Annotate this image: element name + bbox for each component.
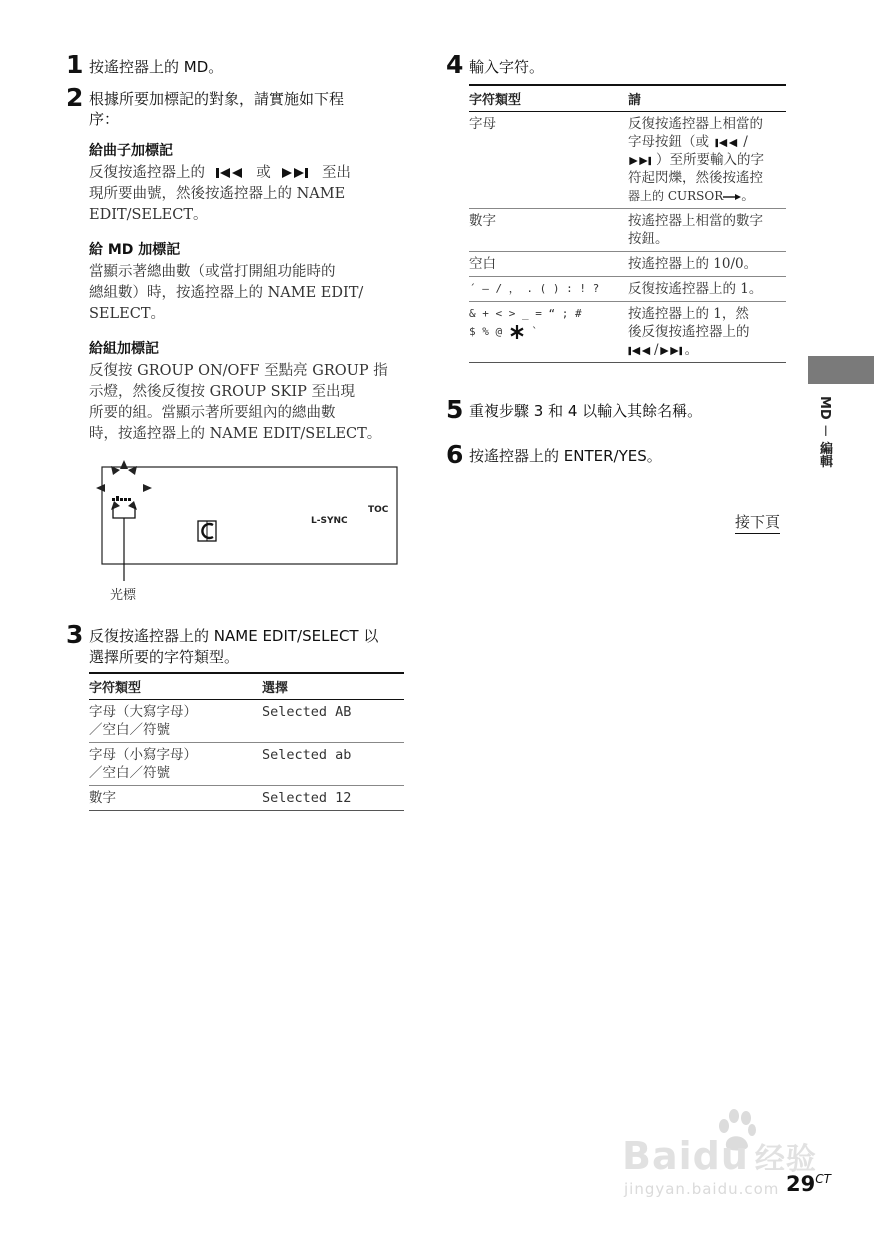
table3-header-select: 選擇 [262,673,404,700]
cursor-callout-label: 光標 [110,588,137,603]
table4-cell-action: 反復按遙控器上相當的 字母按鈕（或 / ）至所要輸入的字 符起閃爍，然後按遙控 器上的 CURSOR 。 [628,116,764,204]
table3-cell-type-cont: ／空白／符號 [89,765,170,781]
table4-cell-action: 按遙控器上的 10/0。 [628,252,786,277]
prev-track-icon [628,346,654,356]
group-section-title: 給組加標記 [89,341,159,357]
group-section-line4: 時，按遙控器上的 NAME EDIT/SELECT。 [89,426,382,442]
group-section-line1: 反復按 GROUP ON/OFF 至點亮 GROUP 指 [89,363,388,379]
next-track-icon [628,156,654,166]
md-section-line1: 當顯示著總曲數（或當打開組功能時的 [89,264,336,280]
step-5-text: 重複步驟 3 和 4 以輸入其餘名稱。 [469,402,703,420]
step-3-text-line1: 反復按遙控器上的 NAME EDIT/SELECT 以 [89,627,379,645]
table4-cell-action: 按遙控器上的 1，然 後反復按遙控器上的 / 。 [628,302,786,363]
group-section-line3: 所要的組。當顯示著所要組內的總曲數 [89,405,336,421]
md-section-title: 給 MD 加標記 [89,242,181,258]
md-section-line3: SELECT。 [89,306,165,322]
track-section-title: 給曲子加標記 [89,143,173,159]
step-1-number: 1 [66,50,84,79]
table4-cell-type: 空白 [469,252,628,277]
table-row [469,277,786,302]
table3-cell-type: 字母（小寫字母） [89,747,197,763]
group-section-line2: 示燈，然後反復按 GROUP SKIP 至出現 [89,384,355,400]
table3-cell-select: Selected AB [262,700,404,743]
step-4-text: 輸入字符。 [469,58,545,76]
watermark-brand: Baidu 经验 [622,1134,817,1178]
asterisk-icon [509,324,525,340]
step-2-number: 2 [66,83,84,112]
side-tab-bar [808,356,874,384]
lsync-indicator: L-SYNC [311,516,348,526]
table-row [469,302,786,363]
track-section-line3: EDIT/SELECT。 [89,207,208,223]
step-4-number: 4 [446,50,464,79]
track-section-line1: 反復按遙控器上的 或 至出 [89,165,351,181]
next-track-icon [281,167,311,179]
display-illustration [92,455,402,615]
table-row [469,112,786,209]
step-5-number: 5 [446,395,464,424]
step-6-text: 按遙控器上的 ENTER/YES。 [469,447,662,465]
continued-next-page[interactable]: 接下頁 [735,511,780,534]
table3-cell-type-cont: ／空白／符號 [89,722,170,738]
toc-indicator: TOC [368,505,389,515]
prev-track-icon [715,138,741,148]
side-tab-label: MD － 編輯 [817,396,832,468]
table-row [469,252,786,277]
prev-track-icon [216,167,246,179]
table4-header-type: 字符類型 [469,85,628,112]
step-3-number: 3 [66,620,84,649]
table4-cell-action: 按遙控器上相當的數字 按鈕。 [628,209,786,252]
page-number: $29^{CT}$ [786,1172,831,1196]
step-6-number: 6 [446,440,464,469]
table4-cell-action: 反復按遙控器上的 1。 [628,277,786,302]
table4-cell-type: & + < > _ = “ ; # $ % @ ` [469,302,628,363]
char-type-select-table [89,672,404,811]
table3-cell-type: 字母（大寫字母） [89,704,197,720]
table-row [89,743,404,786]
table3-cell-select: Selected ab [262,743,404,786]
step-2-text-line2: 序： [89,110,120,128]
track-section-line2: 現所要曲號，然後按遙控器上的 NAME [89,186,346,202]
table-row [89,700,404,743]
table4-cell-type: 字母 [469,116,496,132]
table4-cell-type: 數字 [469,209,628,252]
table3-cell-select: Selected 12 [262,786,404,811]
md-section-line2: 總組數）時，按遙控器上的 NAME EDIT/ [89,285,364,301]
display-panel-drawing [92,455,402,615]
char-input-table [469,84,786,363]
step-1-text: 按遙控器上的 MD。 [89,58,224,76]
table-row [89,786,404,811]
arrow-right-icon [723,193,741,201]
step-3-text-line2: 選擇所要的字符類型。 [89,648,240,666]
table-row [469,209,786,252]
step-2-text-line1: 根據所要加標記的對象，請實施如下程 [89,90,345,108]
table3-header-type: 字符類型 [89,673,262,700]
next-track-icon [659,346,685,356]
table4-cell-type: ´ – / ， . ( ) : ! ? [469,277,628,302]
table3-cell-type: 數字 [89,786,262,811]
watermark-url: jingyan.baidu.com [624,1180,780,1198]
table4-header-action: 請 [628,85,786,112]
